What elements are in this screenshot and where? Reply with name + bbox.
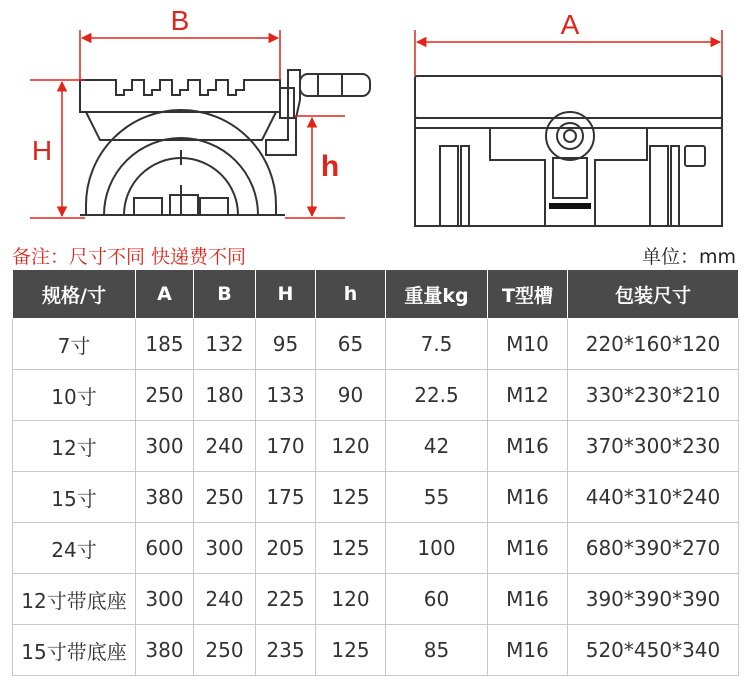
header-spec: 规格/寸 [13,270,136,319]
cell-b: 132 [194,319,256,370]
cell-spec: 12寸带底座 [13,574,136,625]
header-a: A [136,270,194,319]
cell-h-lower: 125 [316,472,386,523]
cell-h-lower: 90 [316,370,386,421]
shipping-note: 备注：尺寸不同 快递费不同 [12,246,247,268]
cell-package-size: 370*300*230 [568,421,739,472]
dim-label-h-upper: H [31,135,53,166]
cell-a: 250 [136,370,194,421]
cell-h-lower: 120 [316,421,386,472]
table-header-row [13,270,739,319]
header-t-slot: T型槽 [488,270,568,319]
cell-b: 240 [194,421,256,472]
cell-b: 250 [194,472,256,523]
cell-b: 250 [194,625,256,676]
cell-spec: 15寸带底座 [13,625,136,676]
cell-h-lower: 65 [316,319,386,370]
header-weight: 重量kg [386,270,488,319]
table-row [13,370,739,421]
cell-spec: 12寸 [13,421,136,472]
cell-t-slot: M12 [488,370,568,421]
cell-a: 600 [136,523,194,574]
cell-spec: 24寸 [13,523,136,574]
dim-label-h-lower: h [320,150,340,183]
cell-t-slot: M16 [488,625,568,676]
cell-a: 300 [136,574,194,625]
cell-h-upper: 205 [256,523,316,574]
cell-spec: 7寸 [13,319,136,370]
header-h-lower: h [316,270,386,319]
table-row [13,472,739,523]
cell-b: 180 [194,370,256,421]
cell-a: 380 [136,472,194,523]
cell-b: 240 [194,574,256,625]
cell-b: 300 [194,523,256,574]
cell-weight: 22.5 [386,370,488,421]
product-diagram [0,0,750,240]
cell-weight: 60 [386,574,488,625]
cell-a: 185 [136,319,194,370]
table-row [13,523,739,574]
spec-table [12,269,739,676]
table-row [13,574,739,625]
cell-h-upper: 175 [256,472,316,523]
header-package-size: 包装尺寸 [568,270,739,319]
cell-package-size: 390*390*390 [568,574,739,625]
cell-h-upper: 95 [256,319,316,370]
cell-t-slot: M16 [488,574,568,625]
cell-h-lower: 125 [316,625,386,676]
cell-h-lower: 125 [316,523,386,574]
cell-t-slot: M16 [488,472,568,523]
unit-label: 单位：mm [641,246,736,268]
cell-a: 380 [136,625,194,676]
cell-spec: 15寸 [13,472,136,523]
dim-label-a: A [560,9,580,40]
table-row [13,421,739,472]
cell-a: 300 [136,421,194,472]
header-h-upper: H [256,270,316,319]
side-view-dimensions [30,30,345,218]
cell-spec: 10寸 [13,370,136,421]
note-row [0,240,750,268]
front-view-marker [549,203,591,209]
dim-label-b: B [170,5,190,36]
cell-h-upper: 133 [256,370,316,421]
cell-weight: 85 [386,625,488,676]
cell-package-size: 330*230*210 [568,370,739,421]
side-view-drawing [80,70,370,215]
cell-t-slot: M16 [488,421,568,472]
table-row [13,319,739,370]
header-b: B [194,270,256,319]
cell-t-slot: M16 [488,523,568,574]
cell-h-upper: 235 [256,625,316,676]
cell-weight: 42 [386,421,488,472]
cell-h-upper: 225 [256,574,316,625]
cell-package-size: 220*160*120 [568,319,739,370]
cell-package-size: 440*310*240 [568,472,739,523]
cell-h-upper: 170 [256,421,316,472]
cell-h-lower: 120 [316,574,386,625]
cell-package-size: 520*450*340 [568,625,739,676]
cell-t-slot: M10 [488,319,568,370]
cell-weight: 55 [386,472,488,523]
table-row [13,625,739,676]
cell-weight: 100 [386,523,488,574]
cell-weight: 7.5 [386,319,488,370]
cell-package-size: 680*390*270 [568,523,739,574]
